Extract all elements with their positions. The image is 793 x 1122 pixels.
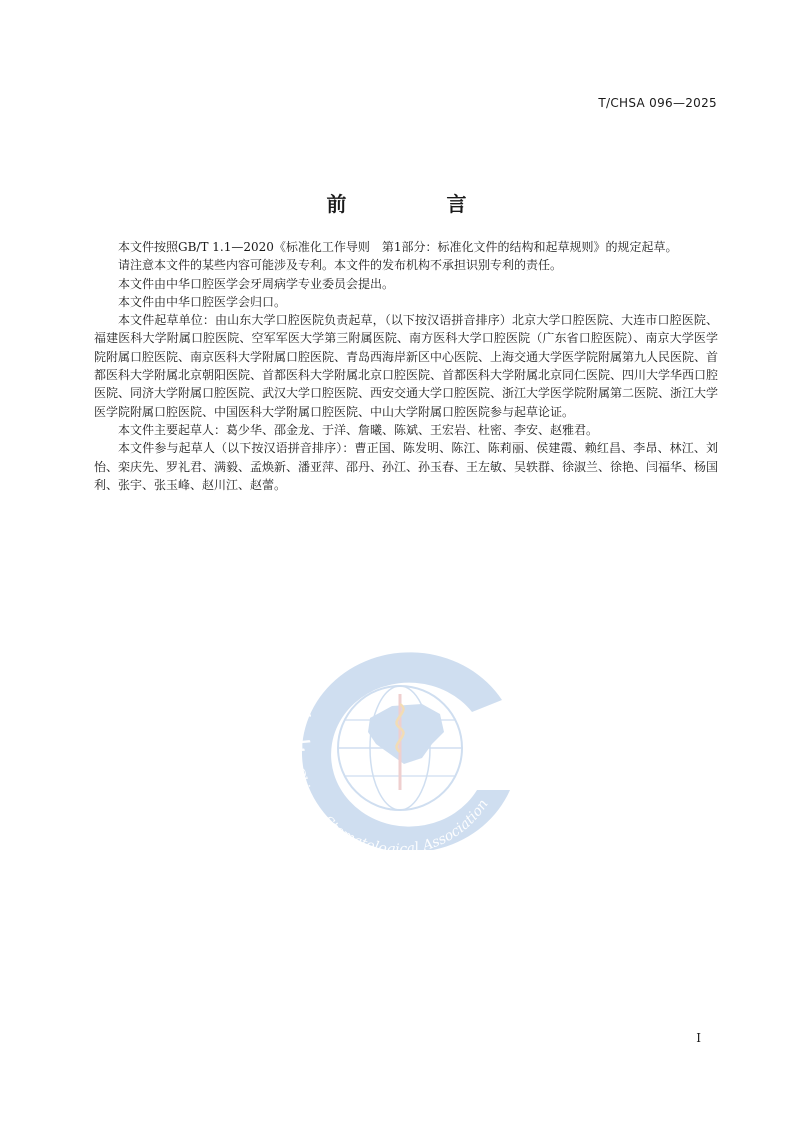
page-number: I — [696, 1031, 701, 1045]
watermark-cn-text: 中华口腔医 — [287, 640, 369, 754]
paragraph-participating-drafters: 本文件参与起草人（以下按汉语拼音排序）：曹正国、陈发明、陈江、陈莉丽、侯建霞、赖红昌、李昂、林江、刘怡、栾庆先、罗礼君、满毅、孟焕新、潘亚萍、邵丹、孙江、孙玉春、王左敏、吴轶群、徐淑兰、徐艳、闫福华、杨国利、张宇、张玉峰、赵川江、赵蕾。 — [94, 441, 719, 492]
paragraph-proposer: 本文件由中华口腔医学会牙周病学专业委员会提出。 — [118, 276, 395, 291]
paragraph-drafting-units: 本文件起草单位：由山东大学口腔医院负责起草，（以下按汉语拼音排序）北京大学口腔医院、大连市口腔医院、福建医科大学附属口腔医院、空军军医大学第三附属医院、南方医科大学口腔医院（广东省口腔医院）、南京大学医学院附属口腔医院、南京医科大学附属口腔医院、青岛西海岸新区中心医院、上海交通大学医学院附属第九人民医院、首都医科大学附属北京朝阳医院、首都医科大学附属北京口腔医院、首都医科大学附属北京同仁医院、四川大学华西口腔医院、同济大学附属口腔医院、武汉大学口腔医院、西安交通大学口腔医院、浙江大学医学院附属第二医院、浙江大学医学院附属口腔医院、中国医科大学附属口腔医院、中山大学附属口腔医院参与起草论证。 — [94, 313, 719, 419]
watermark-en-text: Chinese Stomatological Association — [289, 765, 492, 850]
paragraph-main-drafters: 本文件主要起草人：葛少华、邵金龙、于洋、詹曦、陈斌、王宏岩、杜密、李安、赵雅君。 — [118, 422, 599, 437]
page-title: 前 言 — [326, 192, 507, 216]
foreword-body — [94, 238, 718, 494]
paragraph-drafting-rules: 本文件按照GB/T 1.1—2020《标准化工作导则 第1部分：标准化文件的结构和起草规则》的规定起草。 — [118, 240, 678, 254]
standard-number: T/CHSA 096—2025 — [598, 96, 717, 110]
association-watermark-logo — [272, 640, 532, 854]
paragraph-patent-notice: 请注意本文件的某些内容可能涉及专利。本文件的发布机构不承担识别专利的责任。 — [118, 258, 563, 273]
paragraph-administrator: 本文件由中华口腔医学会归口。 — [118, 294, 287, 309]
watermark-emblem-icon — [272, 640, 532, 850]
